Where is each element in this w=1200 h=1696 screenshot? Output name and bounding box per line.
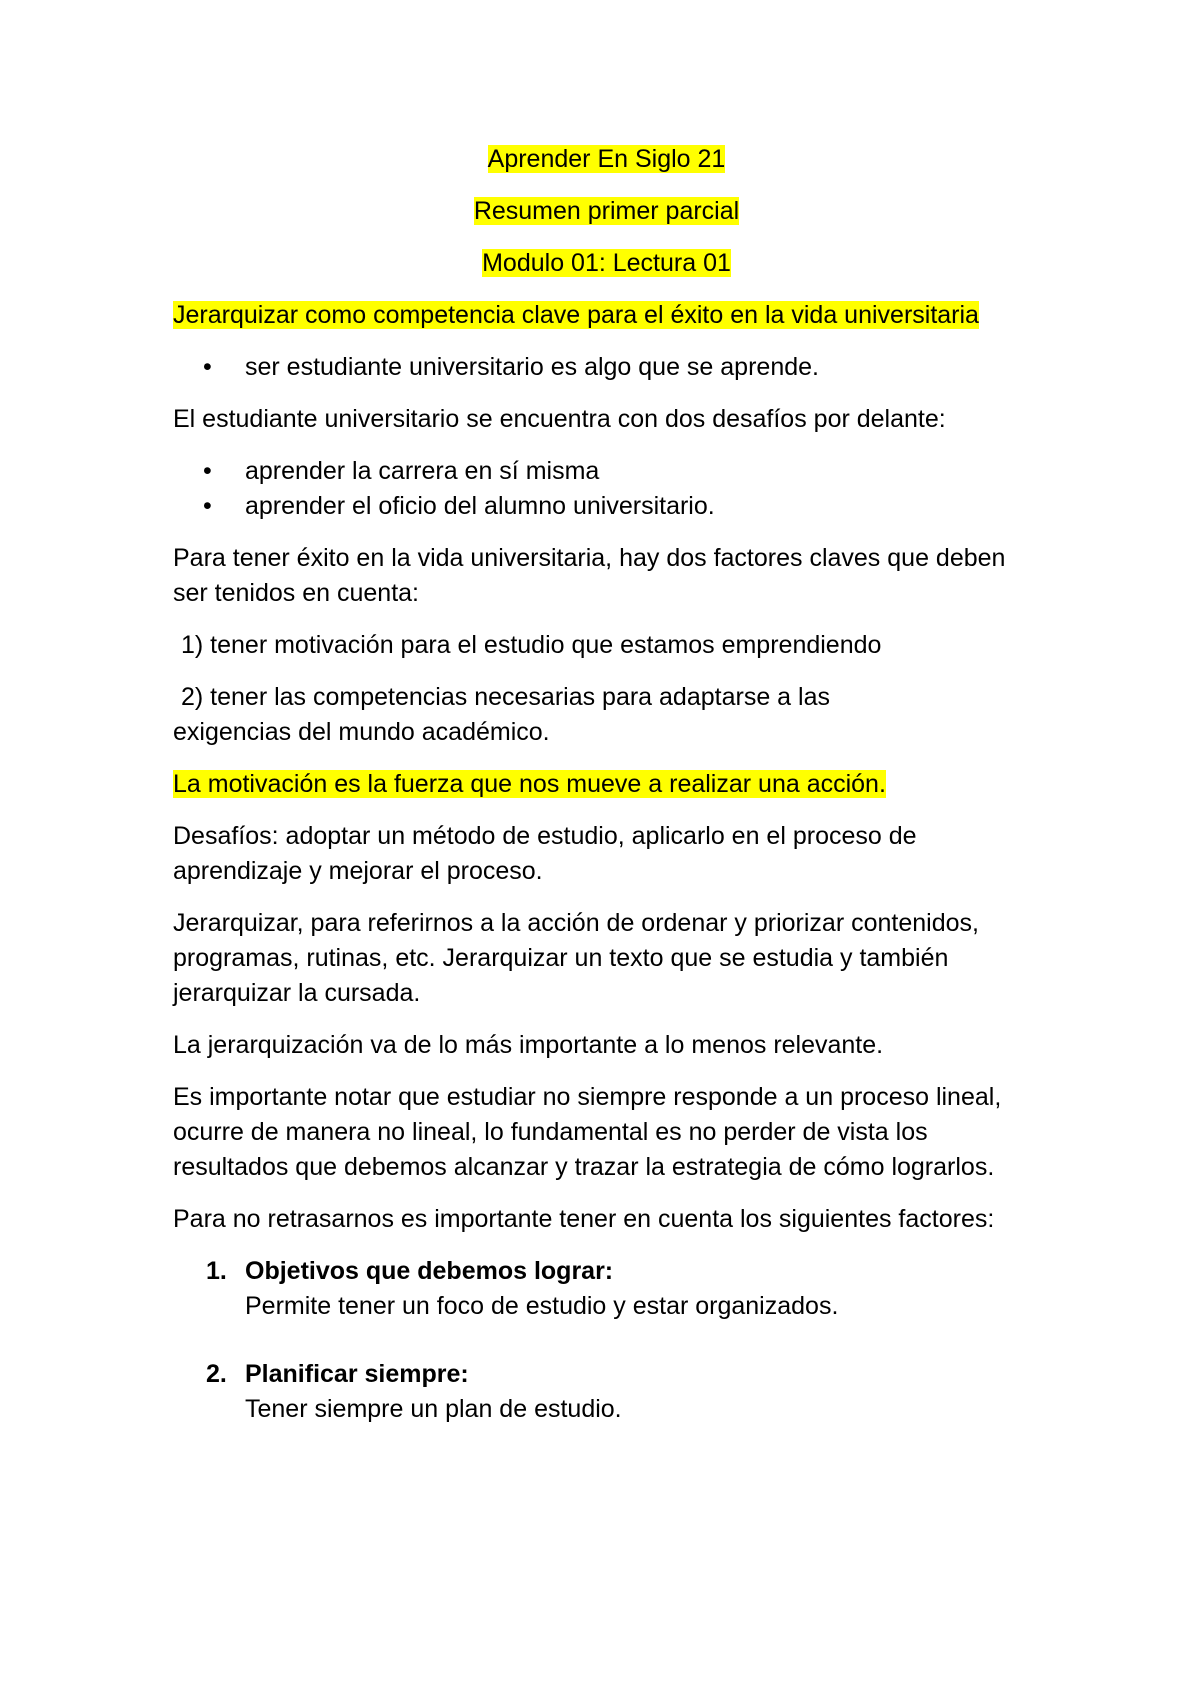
list-item: • aprender la carrera en sí misma bbox=[173, 454, 1040, 489]
highlight-motivacion: La motivación es la fuerza que nos mueve a realizar una acción. bbox=[173, 770, 886, 798]
header-module: Modulo 01: Lectura 01 bbox=[482, 249, 731, 277]
paragraph-desafios-intro: El estudiante universitario se encuentra con dos desafíos por delante: bbox=[173, 405, 946, 433]
paragraph-jerarquizar: Jerarquizar, para referirnos a la acción de ordenar y priorizar contenidos, programas, rutinas, etc. Jerarquizar un texto que se estudia y también jerarquizar la cursada. bbox=[173, 909, 979, 1007]
bullet-list-a bbox=[173, 350, 1040, 385]
bullet-icon: • bbox=[203, 457, 212, 485]
paragraph-desafios: Desafíos: adoptar un método de estudio, aplicarlo en el proceso de aprendizaje y mejorar el proceso. bbox=[173, 822, 917, 885]
header-title: Aprender En Siglo 21 bbox=[487, 145, 726, 173]
list-item: • ser estudiante universitario es algo que se aprende. bbox=[173, 350, 1040, 385]
paragraph-exito: Para tener éxito en la vida universitaria, hay dos factores claves que deben ser tenidos en cuenta: bbox=[173, 544, 1006, 607]
list-item: 2. Planificar siempre: Tener siempre un plan de estudio. bbox=[206, 1360, 622, 1423]
factor-2: 2) tener las competencias necesarias para adaptarse a las exigencias del mundo académico. bbox=[173, 683, 830, 746]
factors-list bbox=[173, 1254, 1040, 1427]
bullet-list-b bbox=[173, 454, 1040, 524]
factor-1: 1) tener motivación para el estudio que estamos emprendiendo bbox=[181, 631, 882, 659]
header-subtitle: Resumen primer parcial bbox=[473, 197, 740, 225]
section-title: Jerarquizar como competencia clave para el éxito en la vida universitaria bbox=[173, 301, 979, 329]
list-item: 1. Objetivos que debemos lograr: Permite tener un foco de estudio y estar organizados. bbox=[206, 1257, 839, 1320]
bullet-icon: • bbox=[203, 492, 212, 520]
list-item: • aprender el oficio del alumno universitario. bbox=[173, 489, 1040, 524]
paragraph-lineal: Es importante notar que estudiar no siempre responde a un proceso lineal, ocurre de manera no lineal, lo fundamental es no perder de vista los resultados que debemos alcanzar y trazar la estrategia de cómo lograrlos. bbox=[173, 1083, 1002, 1181]
bullet-icon: • bbox=[203, 353, 212, 381]
paragraph-jerarquizacion: La jerarquización va de lo más importante a lo menos relevante. bbox=[173, 1031, 884, 1059]
paragraph-retrasar: Para no retrasarnos es importante tener en cuenta los siguientes factores: bbox=[173, 1205, 995, 1233]
